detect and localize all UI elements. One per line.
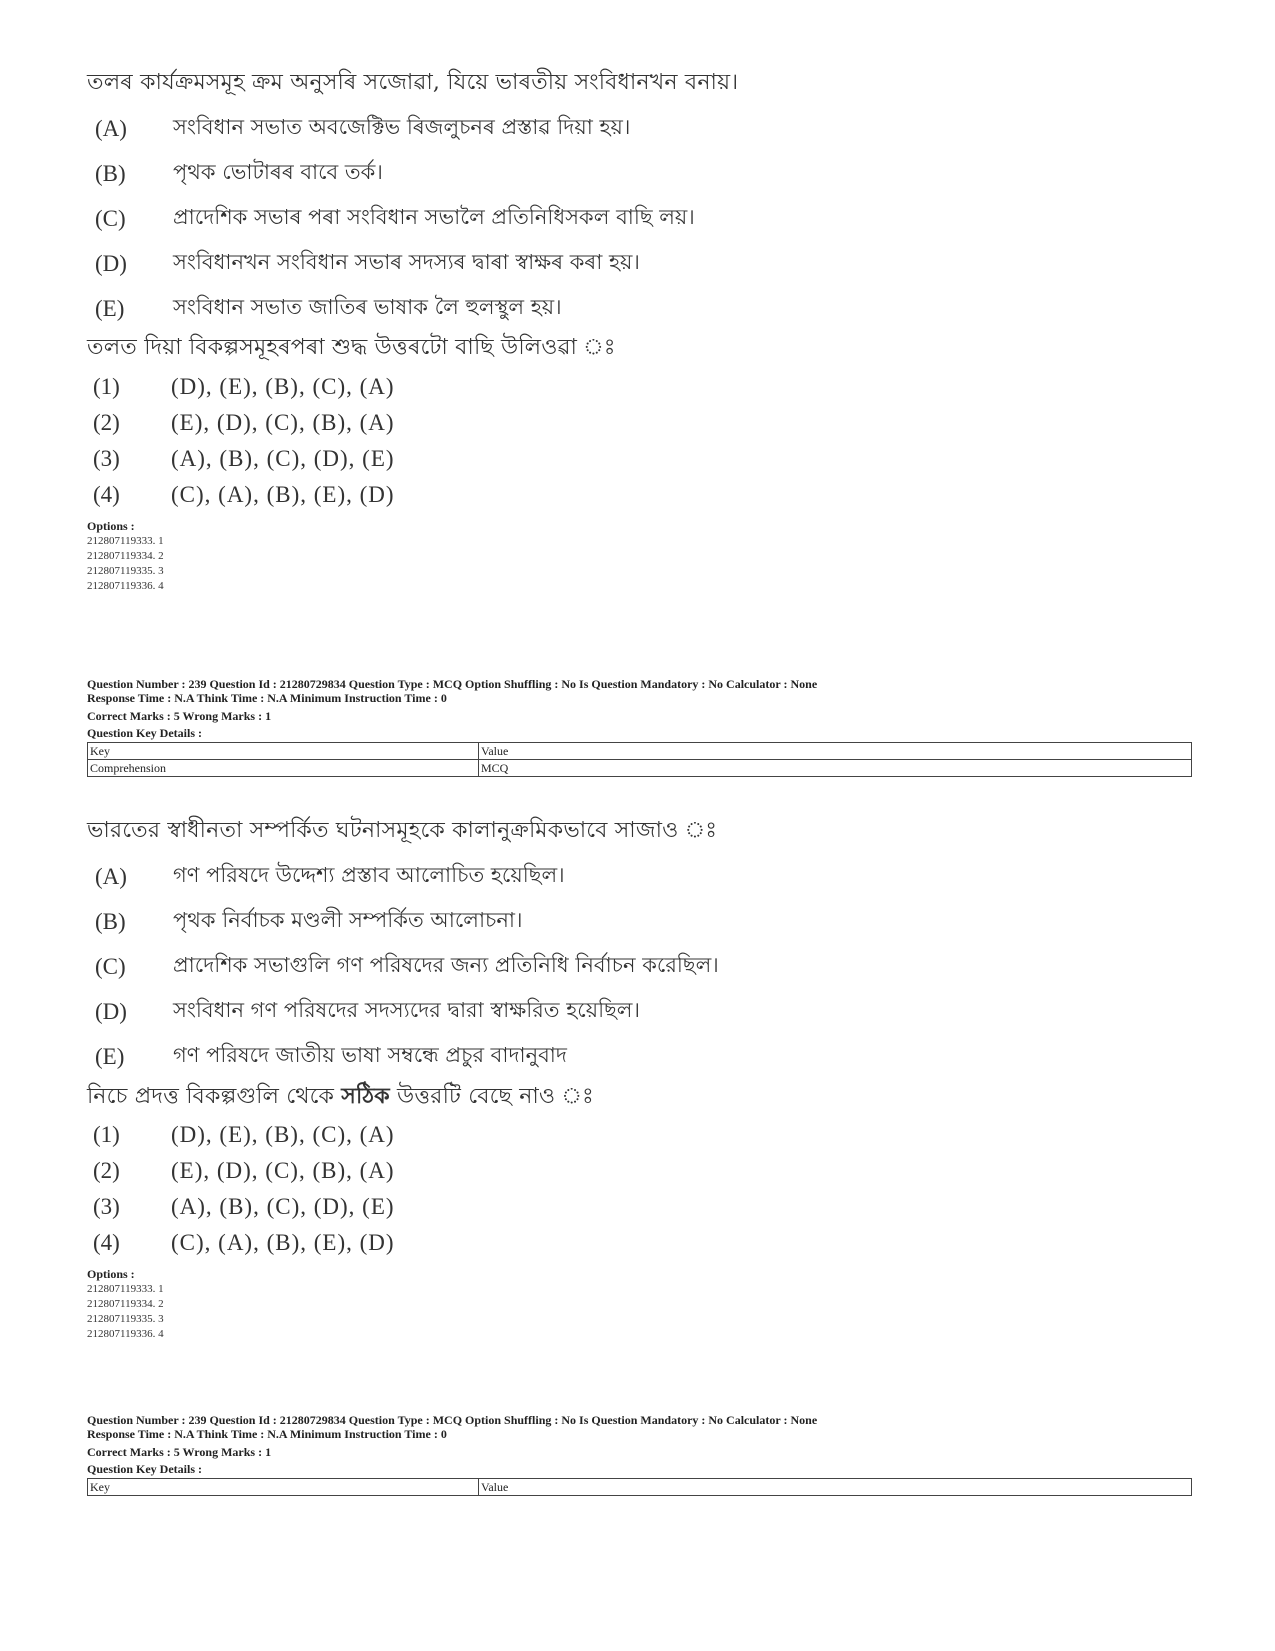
statement-item <box>87 241 1192 286</box>
choice-label: (4) <box>93 482 120 507</box>
option-id-line: 212807119336. 4 <box>87 580 164 592</box>
table-cell: Value <box>479 1479 1192 1496</box>
choice-label: (3) <box>93 446 120 471</box>
question-meta-line: Response Time : N.A Think Time : N.A Minimum Instruction Time : 0 <box>87 691 447 705</box>
statement-text: সংবিধান সভাত জাতিৰ ভাষাক লৈ হুলস্থুল হয়। <box>173 295 562 319</box>
statement-item <box>87 899 1192 944</box>
answer-choice <box>87 441 1192 477</box>
statement-item <box>87 989 1192 1034</box>
answer-choice <box>87 1189 1192 1225</box>
option-id-line: 212807119334. 2 <box>87 1298 164 1310</box>
statement-label: (E) <box>95 295 125 321</box>
statement-label: (A) <box>95 115 127 141</box>
key-details-heading: Question Key Details : <box>87 726 202 740</box>
question-1-items <box>87 106 1192 331</box>
table-cell: Key <box>88 743 479 760</box>
question-meta-1 <box>87 677 1192 777</box>
instruction-text: নিচে প্রদত্ত বিকল্পগুলি থেকে <box>87 1084 342 1109</box>
question-1-choices <box>87 369 1192 513</box>
statement-text: গণ পরিষদে জাতীয় ভাষা সম্বন্ধে প্রচুর বাদানুবাদ <box>173 1043 567 1067</box>
choice-text: (C), (A), (B), (E), (D) <box>171 1230 395 1255</box>
statement-item <box>87 1034 1192 1079</box>
option-id-line: 212807119333. 1 <box>87 1283 164 1295</box>
statement-label: (B) <box>95 160 126 186</box>
statement-text: সংবিধানখন সংবিধান সভাৰ সদস্যৰ দ্বাৰা স্বাক্ষৰ কৰা হয়। <box>173 250 640 274</box>
question-meta-line: Response Time : N.A Think Time : N.A Minimum Instruction Time : 0 <box>87 1427 447 1441</box>
table-cell: Comprehension <box>88 760 479 777</box>
statement-label: (D) <box>95 998 127 1024</box>
choice-label: (4) <box>93 1230 120 1255</box>
table-row <box>88 1479 1192 1496</box>
question-1-stem: তলৰ কাৰ্যক্ৰমসমূহ ক্ৰম অনুসৰি সজোৱা, যিয়ে ভাৰতীয় সংবিধানখন বনায়। <box>87 70 739 95</box>
statement-item <box>87 196 1192 241</box>
statement-item <box>87 106 1192 151</box>
key-details-heading: Question Key Details : <box>87 1462 202 1476</box>
choice-text: (D), (E), (B), (C), (A) <box>171 1122 395 1147</box>
option-id-line: 212807119335. 3 <box>87 565 164 577</box>
choice-label: (1) <box>93 374 120 399</box>
options-heading: Options : <box>87 519 135 533</box>
choice-text: (E), (D), (C), (B), (A) <box>171 410 395 435</box>
statement-text: প্রাদেশিক সভাগুলি গণ পরিষদের জন্য প্রতিনিধি নির্বাচন করেছিল। <box>173 953 719 977</box>
table-cell: Value <box>479 743 1192 760</box>
option-id-line: 212807119335. 3 <box>87 1313 164 1325</box>
answer-choice <box>87 477 1192 513</box>
question-meta-2 <box>87 1413 1192 1496</box>
question-2-instruction <box>87 1079 1192 1117</box>
question-2-choices <box>87 1117 1192 1261</box>
statement-item <box>87 286 1192 331</box>
question-2 <box>87 814 1192 1342</box>
instruction-text: উত্তরটি বেছে নাও ঃ <box>389 1084 594 1109</box>
choice-text: (A), (B), (C), (D), (E) <box>171 1194 395 1219</box>
key-details-table <box>87 742 1192 777</box>
table-row <box>88 743 1192 760</box>
statement-item <box>87 854 1192 899</box>
table-row <box>88 760 1192 777</box>
option-id-line: 212807119333. 1 <box>87 535 164 547</box>
key-details-table <box>87 1478 1192 1496</box>
choice-label: (2) <box>93 410 120 435</box>
option-id-line: 212807119336. 4 <box>87 1328 164 1340</box>
options-heading: Options : <box>87 1267 135 1281</box>
choice-text: (A), (B), (C), (D), (E) <box>171 446 395 471</box>
question-meta-line: Question Number : 239 Question Id : 21280729834 Question Type : MCQ Option Shuffling : No Is Question Mandatory : No Calculator : None <box>87 1413 818 1427</box>
statement-text: পৃথক ভোটাৰৰ বাবে তৰ্ক। <box>173 160 383 184</box>
question-2-stem: ভারতের স্বাধীনতা সম্পর্কিত ঘটনাসমূহকে কালানুক্রমিকভাবে সাজাও ঃ <box>87 818 718 843</box>
answer-choice <box>87 1153 1192 1189</box>
statement-text: সংবিধান গণ পরিষদের সদস্যদের দ্বারা স্বাক্ষরিত হয়েছিল। <box>173 998 640 1022</box>
choice-label: (2) <box>93 1158 120 1183</box>
answer-choice <box>87 369 1192 405</box>
statement-text: পৃথক নির্বাচক মণ্ডলী সম্পর্কিত আলোচনা। <box>173 908 523 932</box>
statement-text: গণ পরিষদে উদ্দেশ্য প্রস্তাব আলোচিত হয়েছিল। <box>173 863 565 887</box>
statement-label: (A) <box>95 863 127 889</box>
choice-text: (E), (D), (C), (B), (A) <box>171 1158 395 1183</box>
marks-line: Correct Marks : 5 Wrong Marks : 1 <box>87 709 272 723</box>
answer-choice <box>87 1225 1192 1261</box>
option-id-line: 212807119334. 2 <box>87 550 164 562</box>
choice-text: (C), (A), (B), (E), (D) <box>171 482 395 507</box>
statement-label: (E) <box>95 1043 125 1069</box>
choice-label: (3) <box>93 1194 120 1219</box>
answer-choice <box>87 405 1192 441</box>
statement-item <box>87 944 1192 989</box>
question-meta-line: Question Number : 239 Question Id : 21280729834 Question Type : MCQ Option Shuffling : No Is Question Mandatory : No Calculator : None <box>87 677 818 691</box>
choice-text: (D), (E), (B), (C), (A) <box>171 374 395 399</box>
statement-label: (C) <box>95 953 126 979</box>
table-cell: Key <box>88 1479 479 1496</box>
statement-label: (B) <box>95 908 126 934</box>
statement-text: প্ৰাদেশিক সভাৰ পৰা সংবিধান সভালৈ প্ৰতিনিধিসকল বাছি লয়। <box>173 205 695 229</box>
question-1 <box>87 66 1192 594</box>
answer-choice <box>87 1117 1192 1153</box>
instruction-emphasis: সঠিক <box>341 1083 390 1109</box>
table-cell: MCQ <box>479 760 1192 777</box>
question-2-items <box>87 854 1192 1079</box>
statement-label: (C) <box>95 205 126 231</box>
marks-line: Correct Marks : 5 Wrong Marks : 1 <box>87 1445 272 1459</box>
statement-item <box>87 151 1192 196</box>
statement-label: (D) <box>95 250 127 276</box>
choice-label: (1) <box>93 1122 120 1147</box>
statement-text: সংবিধান সভাত অবজেক্টিভ ৰিজলুচনৰ প্ৰস্তাৱ দিয়া হয়। <box>173 115 631 139</box>
question-1-instruction: তলত দিয়া বিকল্পসমূহৰপৰা শুদ্ধ উত্তৰটো বাছি উলিওৱা ঃ <box>87 335 616 360</box>
